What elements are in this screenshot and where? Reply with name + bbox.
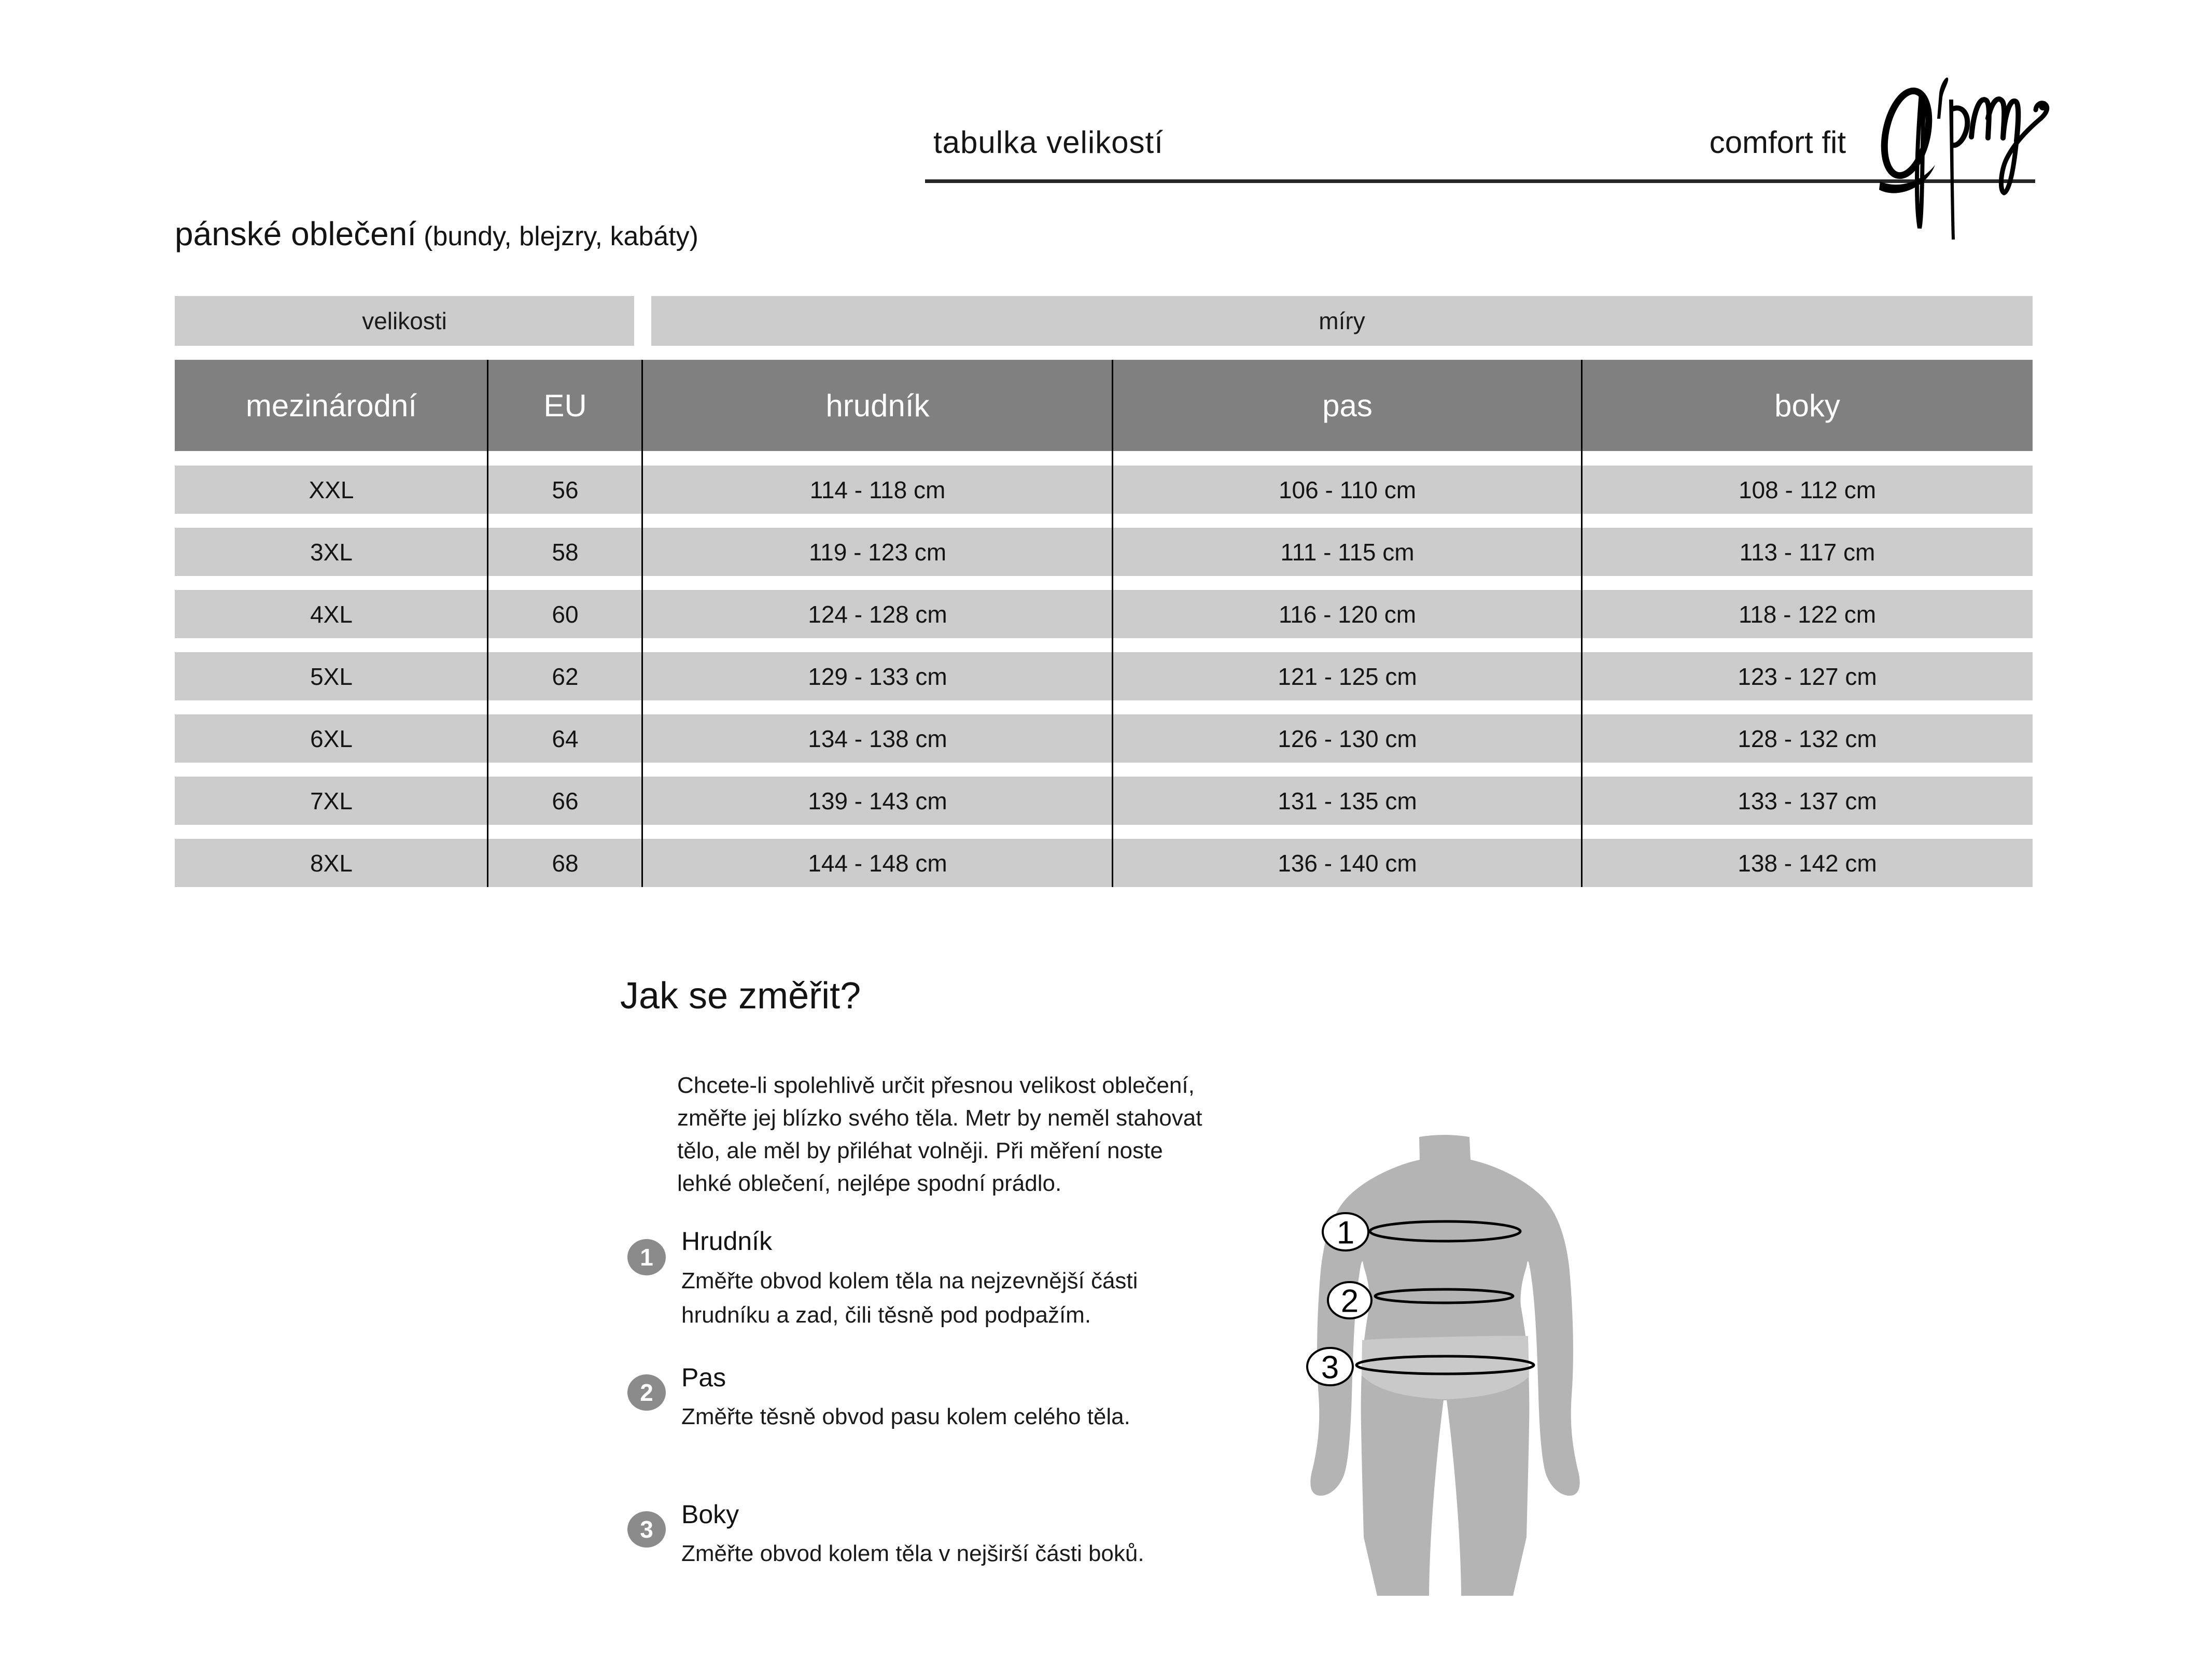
gipsy-logo: [1876, 68, 2055, 240]
table-cell: 66: [552, 787, 579, 814]
column-header-international: mezinárodní: [245, 388, 417, 423]
table-cell: 126 - 130 cm: [1278, 725, 1417, 752]
step-2-badge: 2: [627, 1374, 666, 1411]
table-cell: 124 - 128 cm: [808, 600, 947, 628]
column-header-eu: EU: [543, 388, 587, 423]
header-divider: [925, 179, 2035, 183]
howto-intro-line: změřte jej blízko svého těla. Metr by neměl stahovat: [677, 1105, 1202, 1131]
howto-intro-line: Chcete-li spolehlivě určit přesnou velikost oblečení,: [677, 1073, 1195, 1098]
section-title: [175, 215, 698, 253]
table-cell: 131 - 135 cm: [1278, 787, 1417, 814]
step-1-text-line: hrudníku a zad, čili těsně pod podpažím.: [681, 1302, 1091, 1328]
table-row: [175, 714, 2033, 763]
table-cell: 62: [552, 663, 579, 690]
table-cell: 136 - 140 cm: [1278, 849, 1417, 877]
howto-intro-line: tělo, ale měl by přiléhat volněji. Při měření noste: [677, 1138, 1163, 1163]
howto-intro-line: lehké oblečení, nejlépe spodní prádlo.: [677, 1171, 1062, 1196]
step-1-title: Hrudník: [681, 1227, 773, 1256]
howto-title: Jak se změřit?: [620, 975, 861, 1017]
table-cell: 113 - 117 cm: [1739, 538, 1875, 566]
table-row: [175, 652, 2033, 700]
table-row: [175, 590, 2033, 638]
section-title-main: pánské oblečení: [175, 215, 417, 252]
table-cell: 6XL: [310, 725, 353, 752]
column-header-chest: hrudník: [825, 388, 930, 423]
group-header-measures: míry: [651, 296, 2033, 346]
step-2-text-line: Změřte těsně obvod pasu kolem celého těla.: [681, 1404, 1130, 1429]
step-3-badge: 3: [627, 1511, 666, 1548]
table-cell: 118 - 122 cm: [1738, 600, 1877, 628]
body-measurement-figure: [1291, 1133, 1613, 1599]
table-cell: 119 - 123 cm: [808, 538, 947, 566]
table-cell: 138 - 142 cm: [1738, 849, 1877, 877]
step-1-text: [681, 1264, 1138, 1332]
group-header-sizes: velikosti: [175, 296, 634, 346]
page-title: tabulka velikostí: [933, 125, 1164, 160]
underwear-shape: [1362, 1336, 1529, 1399]
howto-intro: [677, 1069, 1202, 1200]
table-cell: 56: [552, 476, 579, 503]
table-cell: 8XL: [310, 849, 353, 877]
table-header-row: [175, 360, 2033, 451]
step-2-title: Pas: [681, 1363, 726, 1392]
table-cell: 114 - 118 cm: [809, 476, 946, 503]
table-cell: 68: [552, 849, 579, 877]
step-2-text: [681, 1400, 1130, 1434]
table-cell: 116 - 120 cm: [1278, 600, 1417, 628]
table-cell: 133 - 137 cm: [1738, 787, 1877, 814]
table-cell: 64: [552, 725, 579, 752]
step-3-text-line: Změřte obvod kolem těla v nejširší části boků.: [681, 1541, 1144, 1566]
step-1-text-line: Změřte obvod kolem těla na nejzevnější části: [681, 1268, 1138, 1294]
table-row: [175, 466, 2033, 514]
step-1-badge: 1: [627, 1239, 666, 1275]
table-cell: 128 - 132 cm: [1738, 725, 1877, 752]
step-3-text: [681, 1537, 1144, 1571]
column-divider: [487, 360, 488, 887]
table-cell: 5XL: [310, 663, 353, 690]
table-cell: 139 - 143 cm: [808, 787, 947, 814]
column-divider: [641, 360, 643, 887]
table-row: [175, 528, 2033, 576]
table-row: [175, 839, 2033, 887]
table-cell: 123 - 127 cm: [1738, 663, 1877, 690]
column-divider: [1581, 360, 1583, 887]
table-cell: 58: [552, 538, 579, 566]
table-cell: 3XL: [310, 538, 353, 566]
fit-label: comfort fit: [1709, 125, 1846, 160]
table-cell: 129 - 133 cm: [808, 663, 947, 690]
table-cell: XXL: [309, 476, 354, 503]
section-title-sub: (bundy, blejzry, kabáty): [424, 221, 698, 251]
table-row: [175, 777, 2033, 825]
table-cell: 60: [552, 600, 579, 628]
table-cell: 108 - 112 cm: [1738, 476, 1877, 503]
column-divider: [1112, 360, 1113, 887]
table-cell: 134 - 138 cm: [808, 725, 947, 752]
table-cell: 111 - 115 cm: [1280, 538, 1415, 566]
table-cell: 4XL: [310, 600, 353, 628]
table-cell: 7XL: [310, 787, 353, 814]
table-cell: 106 - 110 cm: [1278, 476, 1417, 503]
step-3-title: Boky: [681, 1500, 739, 1529]
column-header-hips: boky: [1774, 388, 1840, 423]
figure-marker-2-number: 2: [1340, 1283, 1359, 1319]
table-cell: 121 - 125 cm: [1278, 663, 1417, 690]
figure-marker-3-number: 3: [1321, 1349, 1339, 1386]
figure-marker-1-number: 1: [1336, 1215, 1355, 1251]
column-header-waist: pas: [1322, 388, 1373, 423]
table-cell: 144 - 148 cm: [808, 849, 947, 877]
